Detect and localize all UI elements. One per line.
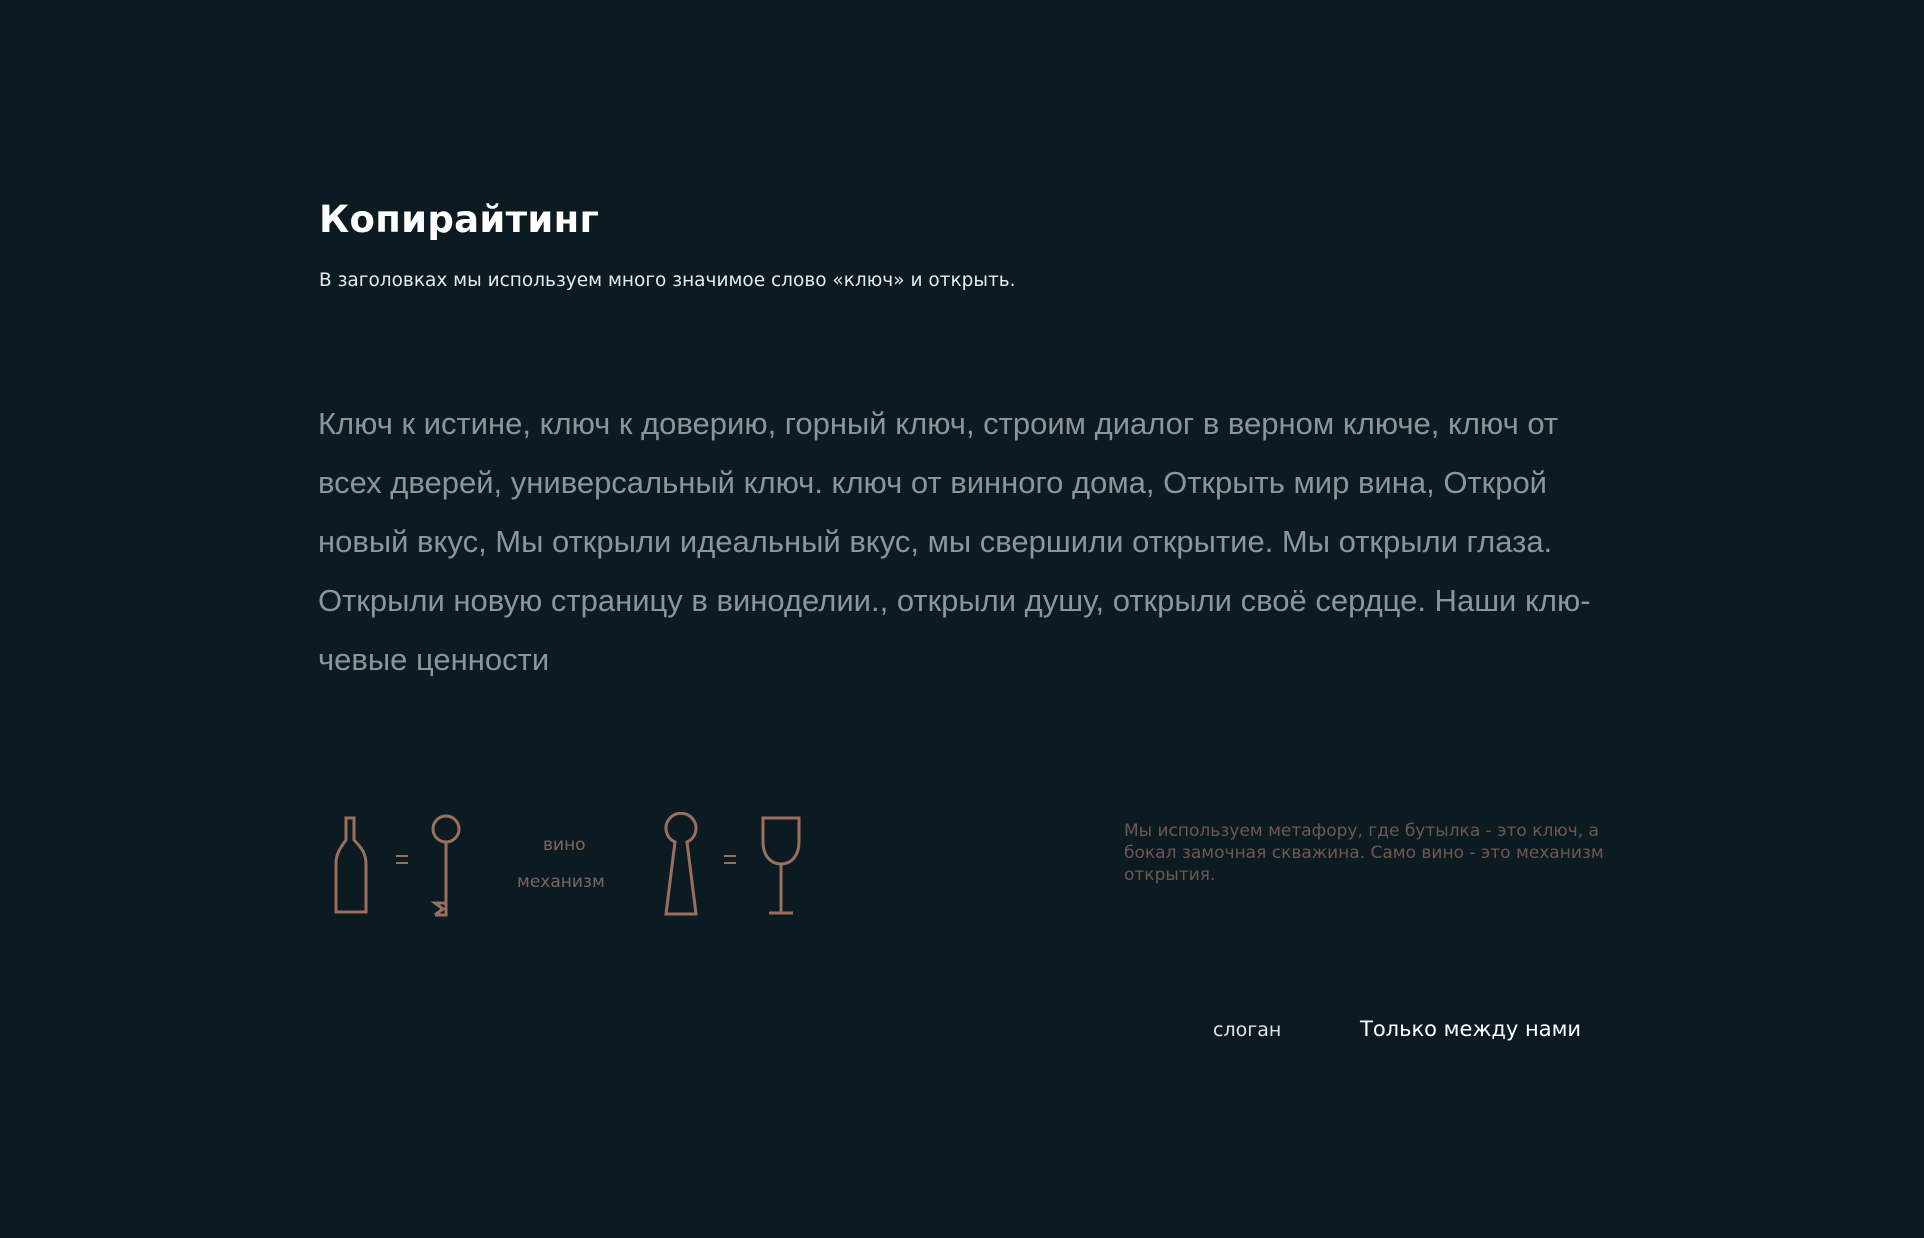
paragraph-line: чевые ценности <box>318 642 550 677</box>
equals-icon <box>722 852 740 868</box>
slogan-text: Только между нами <box>1360 1017 1582 1041</box>
equals-icon <box>394 852 412 868</box>
page-title: Копирайтинг <box>319 198 600 241</box>
paragraph-line: всех дверей, универсальный ключ. ключ от винного дома, Открыть мир вина, Открой <box>318 465 1547 500</box>
key-icon <box>425 812 467 918</box>
keyhole-icon <box>660 812 702 918</box>
key-phrases-paragraph <box>318 394 1658 689</box>
wine-label: вино <box>543 835 586 855</box>
paragraph-line: новый вкус, Мы открыли идеальный вкус, мы свершили открытие. Мы открыли глаза. <box>318 524 1553 559</box>
paragraph-line: Открыли новую страницу в виноделии., открыли душу, открыли своё сердце. Наши клю- <box>318 583 1591 618</box>
mechanism-label: механизм <box>517 872 605 892</box>
slogan-label: слоган <box>1213 1019 1282 1041</box>
wine-glass-icon <box>758 812 804 918</box>
paragraph-line: Ключ к истине, ключ к доверию, горный ключ, строим диалог в верном ключе, ключ от <box>318 406 1559 441</box>
page-subtitle: В заголовках мы используем много значимое слово «ключ» и открыть. <box>319 270 1016 291</box>
wine-bottle-icon <box>330 812 372 917</box>
metaphor-description: Мы используем метафору, где бутылка - это ключ, а бокал замочная скважина. Само вино - это механизм открытия. <box>1124 821 1604 885</box>
